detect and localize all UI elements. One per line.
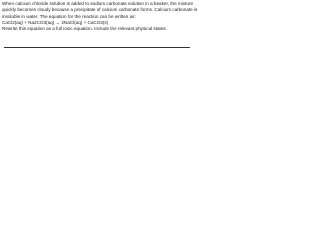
question-paragraph: When calcium chloride solution is added to sodium carbonate solution in a beaker, the mixture quickly becomes cloudy because a precipitate of calcium carbonate forms. Calcium carbonate is insoluble in water. The equation for the reaction can be written as: <box>2 1 198 19</box>
chemical-equation: CaCl2(aq) + Na2CO3(aq) → 2NaCl(aq) + CaCO3(s) <box>2 19 109 25</box>
question-instruction: Rewrite this equation as a full ionic equation. Include the relevant physical states. <box>2 26 167 32</box>
answer-line[interactable] <box>4 47 190 48</box>
question-block <box>2 1 198 32</box>
